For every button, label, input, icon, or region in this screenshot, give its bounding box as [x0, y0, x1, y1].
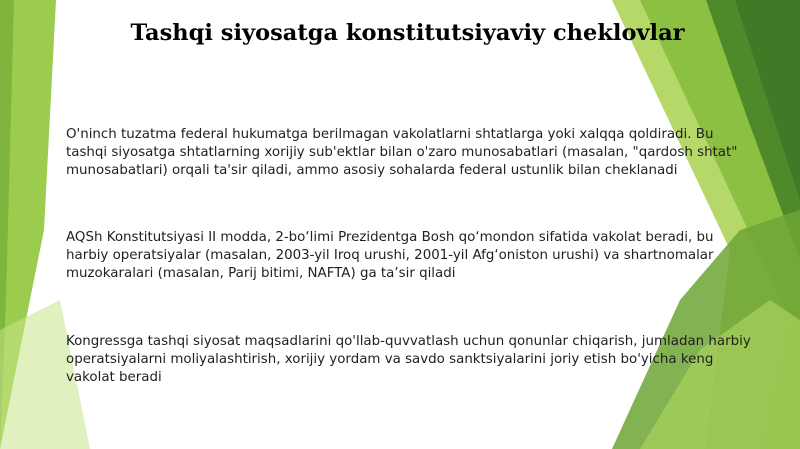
paragraph-congress-powers: Kongressga tashqi siyosat maqsadlarini qo'llab-quvvatlash uchun qonunlar chiqarish, jumladan harbiy operatsiyalarni moliyalashtirish, xorijiy yordam va savdo sanktsiyalarini joriy etish bo'yicha keng vakolat beradi	[66, 334, 751, 385]
paragraph-tenth-amendment: O'ninch tuzatma federal hukumatga berilmagan vakolatlarni shtatlarga yoki xalqqa qoldiradi. Bu tashqi siyosatga shtatlarning xorijiy sub'ektlar bilan o'zaro munosabatlari (masalan, "qardosh shtat" munosabatlari) orqali ta'sir qiladi, ammo asosiy sohalarda federal ustunlik bilan cheklanadi	[66, 127, 738, 178]
slide-title: Tashqi siyosatga konstitutsiyaviy cheklovlar	[130, 20, 685, 46]
paragraph-article-two: AQSh Konstitutsiyasi II modda, 2-bo‘limi Prezidentga Bosh qo‘mondon sifatida vakolat beradi, bu harbiy operatsiyalar (masalan, 2003-yil Iroq urushi, 2001-yil Afg‘oniston urushi) va shartnomalar muzokaralari (masalan, Parij bitimi, NAFTA) ga ta’sir qiladi	[66, 230, 714, 281]
